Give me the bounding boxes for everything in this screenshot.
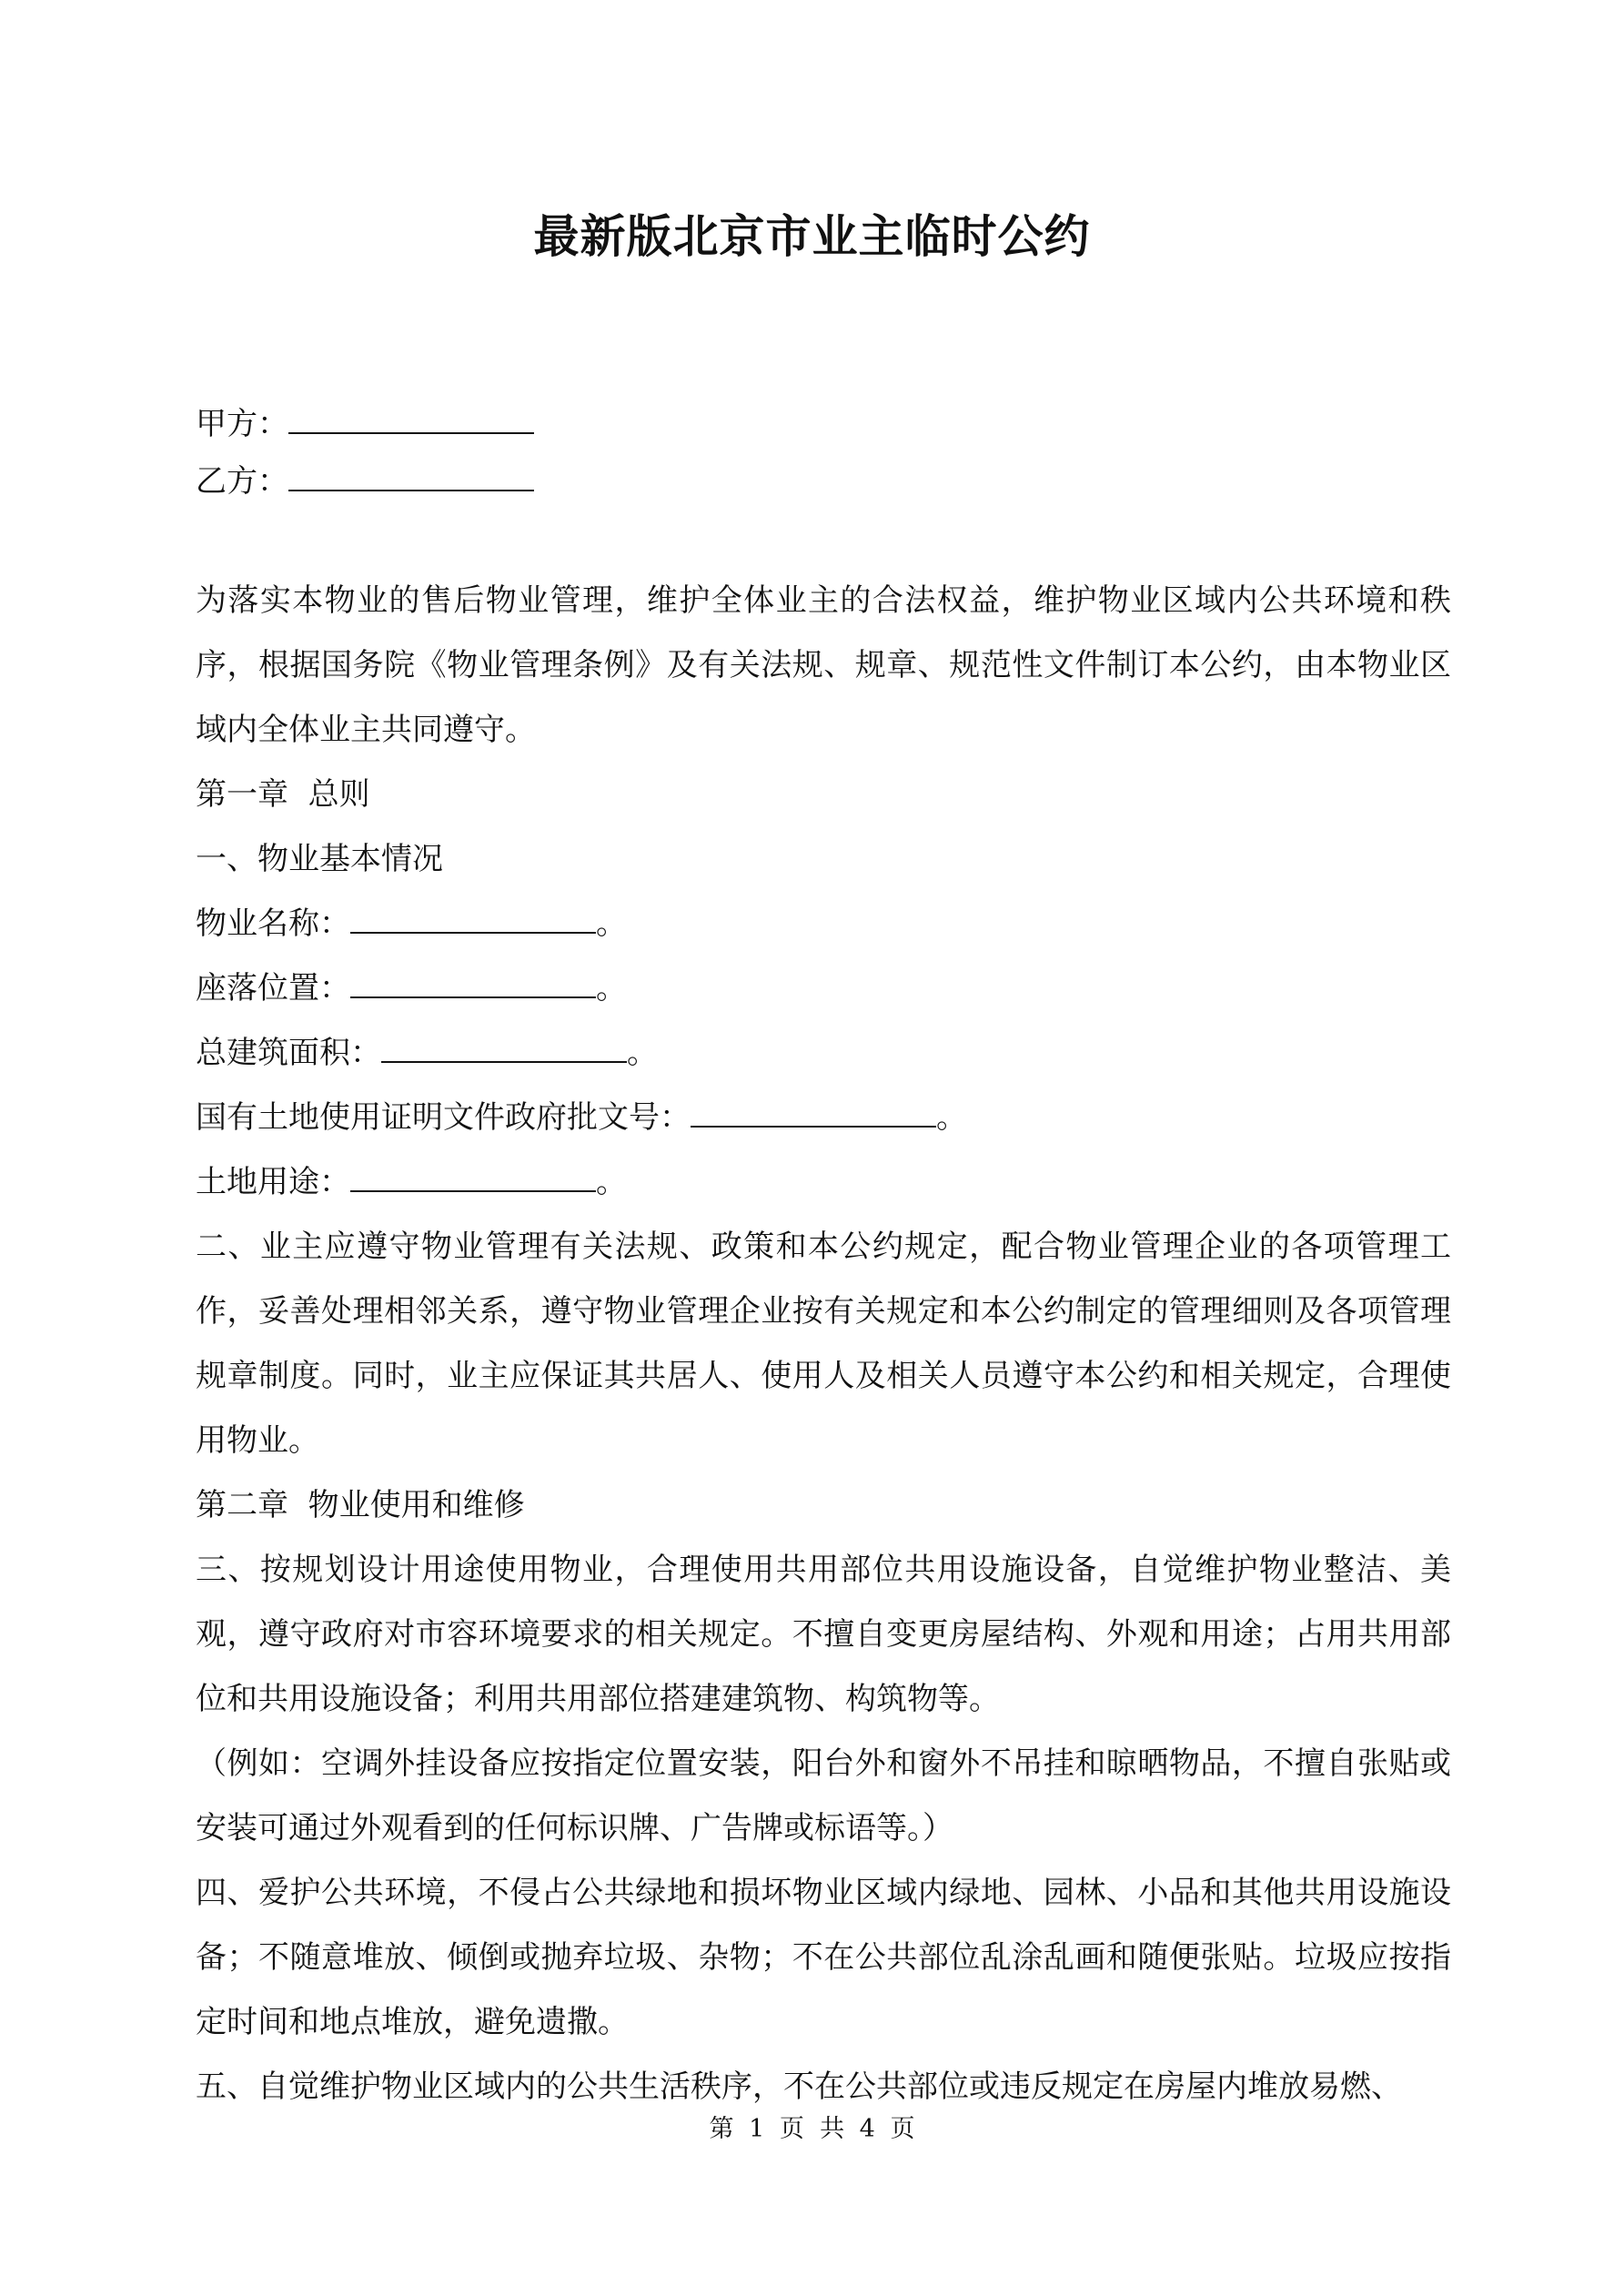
field-blank: [350, 969, 596, 998]
footer-suffix: 页: [890, 2115, 915, 2143]
field-location: [196, 956, 1451, 1021]
party-a-line: [196, 403, 534, 445]
field-label: 座落位置：: [196, 970, 350, 1006]
footer-mid: 页 共: [779, 2115, 845, 2143]
field-end: 。: [596, 905, 627, 942]
section-3-example: （例如：空调外挂设备应按指定位置安装，阳台外和窗外不吊挂和晾晒物品，不擅自张贴或安装可通过外观看到的任何标识牌、广告牌或标语等。）: [196, 1745, 1451, 1846]
field-land-approval-number: [196, 1086, 1451, 1150]
field-blank: [691, 1098, 936, 1128]
field-end: 。: [596, 1164, 627, 1200]
field-end: 。: [936, 1099, 967, 1136]
field-end: 。: [596, 970, 627, 1006]
field-blank: [381, 1034, 627, 1063]
chapter-1-heading: 第一章 总则: [196, 776, 370, 813]
chapter-2-heading: 第二章 物业使用和维修: [196, 1487, 525, 1523]
current-page-number: 1: [749, 2115, 765, 2143]
field-label: 土地用途：: [196, 1164, 350, 1200]
field-land-use: [196, 1150, 1451, 1215]
field-total-area: [196, 1021, 1451, 1086]
section-3-paragraph: 三、按规划设计用途使用物业，合理使用共用部位共用设施设备，自觉维护物业整洁、美观，遵守政府对市容环境要求的相关规定。不擅自变更房屋结构、外观和用途；占用共用部位和共用设施设备；利用共用部位搭建建筑物、构筑物等。: [196, 1552, 1451, 1717]
party-b-blank: [288, 462, 534, 491]
section-1-heading: 一、物业基本情况: [196, 841, 443, 877]
field-label: 总建筑面积：: [196, 1035, 381, 1071]
document-title: 最新版北京市业主临时公约: [533, 209, 1091, 263]
total-pages-number: 4: [859, 2115, 875, 2143]
field-label: 物业名称：: [196, 905, 350, 942]
section-2-paragraph: 二、业主应遵守物业管理有关法规、政策和本公约规定，配合物业管理企业的各项管理工作，妥善处理相邻关系，遵守物业管理企业按有关规定和本公约制定的管理细则及各项管理规章制度。同时，业主应保证其共居人、使用人及相关人员遵守本公约和相关规定，合理使用物业。: [196, 1229, 1451, 1459]
preamble-paragraph: 为落实本物业的售后物业管理，维护全体业主的合法权益，维护物业区域内公共环境和秩序，根据国务院《物业管理条例》及有关法规、规章、规范性文件制订本公约，由本物业区域内全体业主共同遵守。: [196, 582, 1451, 748]
party-a-blank: [288, 405, 534, 434]
field-end: 。: [627, 1035, 658, 1071]
section-4-paragraph: 四、爱护公共环境，不侵占公共绿地和损坏物业区域内绿地、园林、小品和其他共用设施设备；不随意堆放、倾倒或抛弃垃圾、杂物；不在公共部位乱涂乱画和随便张贴。垃圾应按指定时间和地点堆放，避免遗撒。: [196, 1875, 1451, 2040]
page-footer: [0, 2111, 1624, 2148]
party-b-label: 乙方：: [196, 463, 288, 500]
party-b-line: [196, 460, 534, 502]
footer-prefix: 第: [709, 2115, 734, 2143]
field-property-name: [196, 892, 1451, 956]
field-blank: [350, 1163, 596, 1192]
section-5-paragraph: 五、自觉维护物业区域内的公共生活秩序，不在公共部位或违反规定在房屋内堆放易燃、: [196, 2068, 1402, 2105]
party-a-label: 甲方：: [196, 406, 288, 442]
field-blank: [350, 905, 596, 934]
document-body: [196, 569, 1451, 2119]
field-label: 国有土地使用证明文件政府批文号：: [196, 1099, 691, 1136]
